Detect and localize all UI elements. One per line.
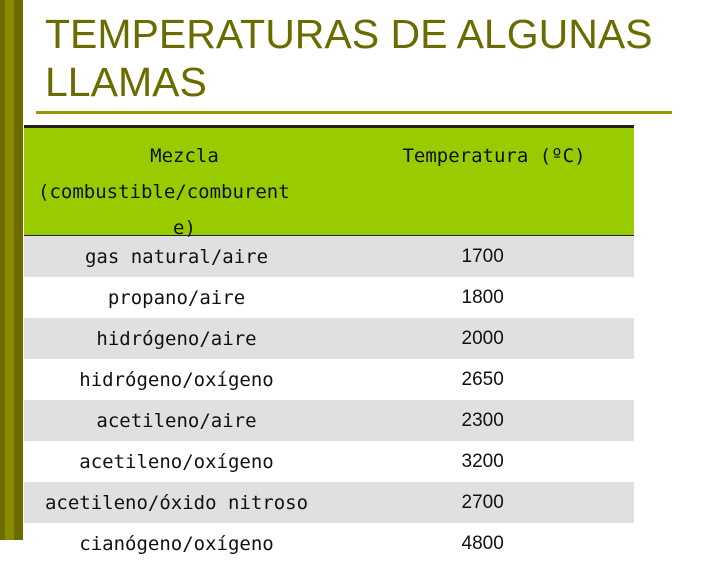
temperature-value: 1700 [461,245,504,267]
title-underline [36,111,672,114]
table-row [24,482,634,523]
header-mixture-line-1: Mezcla [150,145,219,167]
side-accent-stripe [5,0,14,540]
mixture-cell: gas natural/aire [84,245,269,268]
temperature-cell [329,287,634,309]
table-row [24,400,634,441]
temperature-value: 3200 [461,450,504,472]
temperature-cell [329,369,634,391]
temperature-cell [329,246,634,268]
temperature-value: 4800 [461,532,504,554]
table-row [24,523,634,564]
mixture-cell: cianógeno/oxígeno [79,532,274,555]
side-decoration-bar [0,0,23,540]
temperature-value: 2300 [461,409,504,431]
header-mixture [32,138,337,246]
header-mixture-line-2: (combustible/comburent [38,181,290,203]
temperature-value: 1800 [461,286,504,308]
temperature-value: 2000 [461,327,504,349]
temperature-value: 2650 [461,368,504,390]
temperature-cell [329,533,634,555]
mixture-cell: hidrógeno/oxígeno [79,368,274,391]
temperature-cell [329,410,634,432]
slide-title [45,10,695,106]
mixture-cell: acetileno/oxígeno [79,450,274,473]
title-line-2: LLAMAS [45,59,207,105]
table-header [24,125,634,239]
header-temperature: Temperatura (ºC) [402,145,586,167]
mixture-cell: hidrógeno/aire [96,327,257,350]
table-row [24,441,634,482]
mixture-cell: acetileno/aire [96,409,257,432]
mixture-cell: acetileno/óxido nitroso [44,491,309,514]
temperature-value: 2700 [461,491,504,513]
temperature-cell [329,451,634,473]
table-row [24,277,634,318]
table-row [24,318,634,359]
temperature-cell [329,492,634,514]
header-mixture-line-3: e) [173,217,196,239]
table-row [24,359,634,400]
mixture-cell: propano/aire [107,286,246,309]
title-line-1: TEMPERATURAS DE ALGUNAS [45,11,653,57]
flame-temperature-table [24,125,634,564]
temperature-cell [329,328,634,350]
